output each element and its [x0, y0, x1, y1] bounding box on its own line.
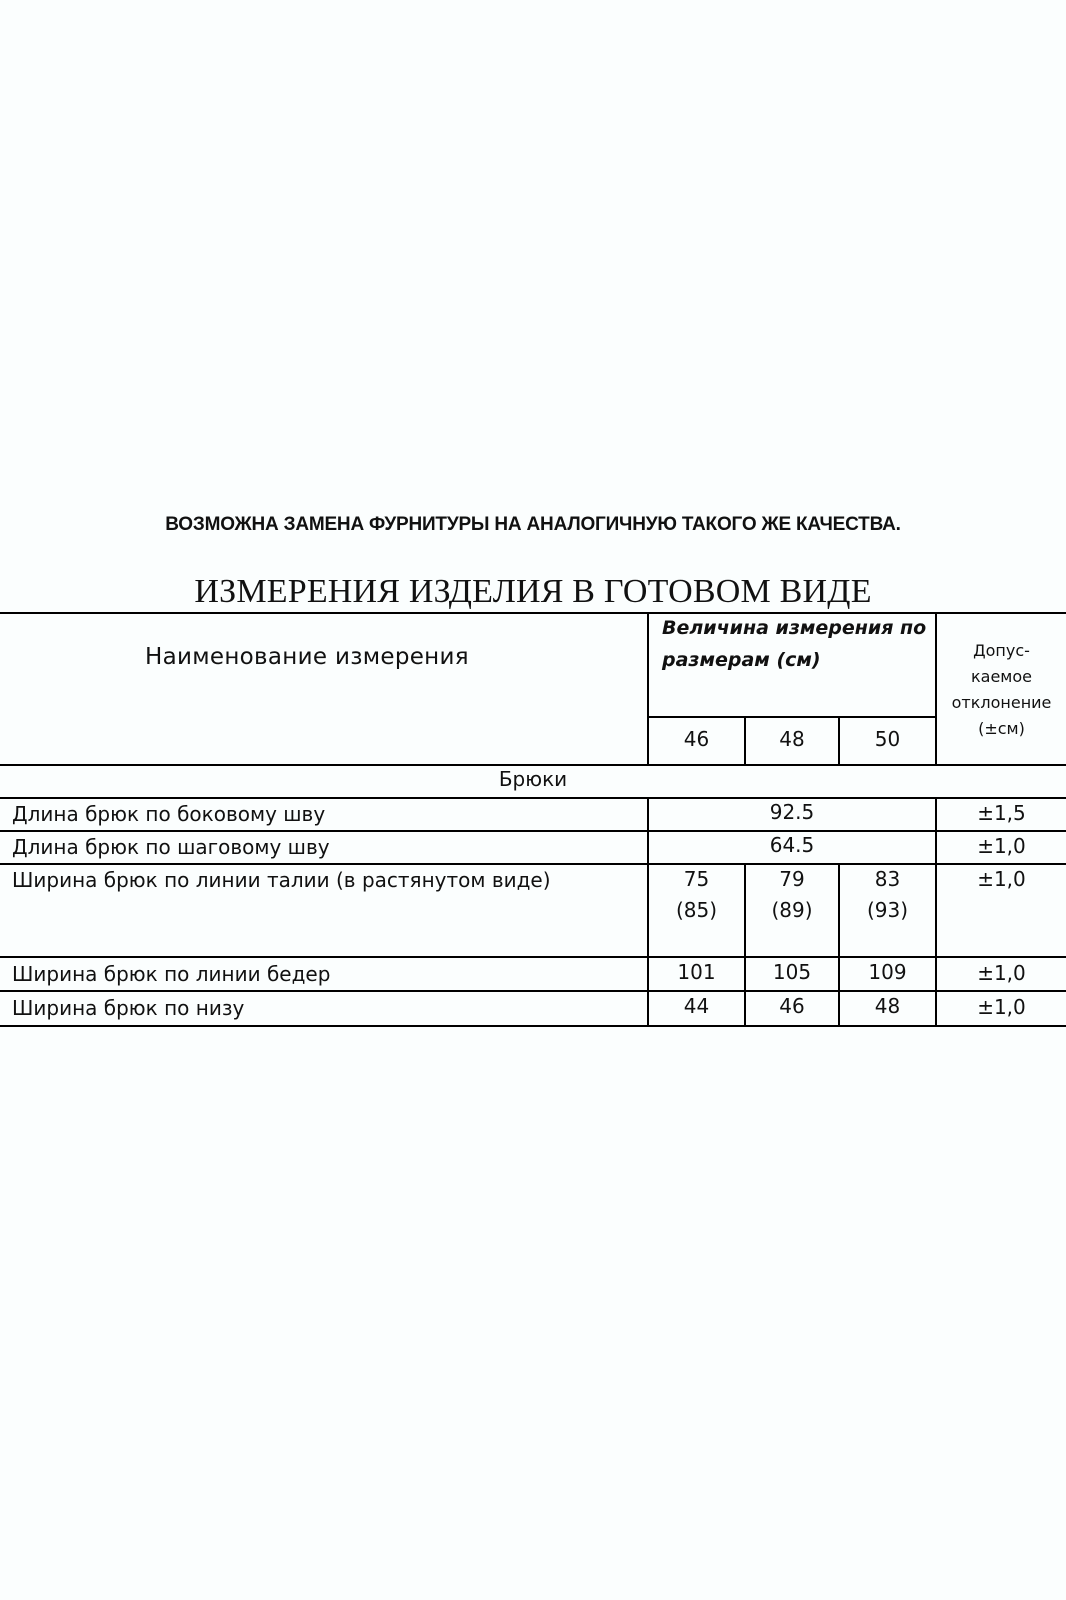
header-size-46: 46 [683, 727, 710, 751]
row-1-tolerance: ±1,5 [977, 801, 1026, 825]
row-4-tolerance: ±1,0 [977, 961, 1026, 985]
row-4-name: Ширина брюк по линии бедер [12, 962, 331, 986]
header-size-50: 50 [874, 727, 901, 751]
row-5-value-48: 46 [779, 994, 805, 1018]
table-border-bottom [0, 1025, 1066, 1027]
page-title: ИЗМЕРЕНИЯ ИЗДЕЛИЯ В ГОТОВОМ ВИДЕ [194, 573, 872, 610]
header-size-48: 48 [779, 727, 805, 751]
row-2-value: 64.5 [769, 833, 815, 857]
row-3-tolerance: ±1,0 [977, 867, 1026, 891]
row-2-name: Длина брюк по шаговому шву [12, 835, 330, 859]
row-3-value-50: 83 (93) [866, 867, 909, 922]
row-4-value-48: 105 [772, 960, 812, 984]
row-1-value: 92.5 [769, 800, 815, 824]
row-5-value-46: 44 [683, 994, 710, 1018]
row-4-value-50: 109 [868, 960, 907, 984]
header-name-cell: Наименование измерения [145, 644, 469, 670]
row-5-tolerance: ±1,0 [977, 995, 1026, 1019]
row-5-name: Ширина брюк по низу [12, 996, 245, 1020]
header-split-line [648, 716, 936, 718]
row-3-value-48: 79 (89) [771, 867, 813, 922]
section-label: Брюки [498, 767, 568, 791]
header-value-cell: Величина измерения по размерам (см) [662, 617, 927, 671]
row-3-value-46: 75 (85) [675, 867, 718, 922]
row-3-name: Ширина брюк по линии талии (в растянутом виде) [12, 868, 551, 892]
measurements-table [0, 612, 1066, 1028]
row-2-tolerance: ±1,0 [977, 834, 1026, 858]
row-1-name: Длина брюк по боковому шву [12, 802, 326, 826]
notice-text: ВОЗМОЖНА ЗАМЕНА ФУРНИТУРЫ НА АНАЛОГИЧНУЮ ТАКОГО ЖЕ КАЧЕСТВА. [165, 514, 901, 535]
row-5-value-50: 48 [874, 994, 901, 1018]
header-tolerance-cell: Допус- каемое отклонение (±см) [951, 641, 1052, 738]
row-4-value-46: 101 [677, 960, 716, 984]
